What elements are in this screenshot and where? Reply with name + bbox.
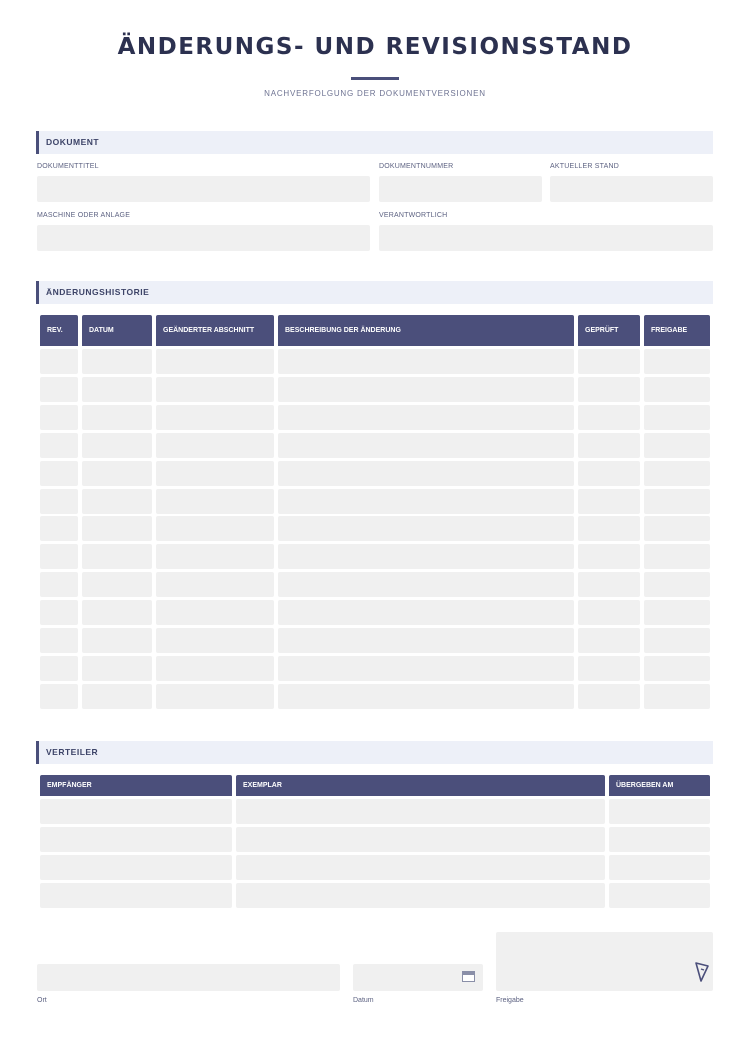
distribution-cell-exemplar[interactable] bbox=[236, 883, 605, 908]
history-cell-geprueft[interactable] bbox=[578, 461, 640, 486]
history-cell-geprueft[interactable] bbox=[578, 684, 640, 709]
calendar-icon[interactable] bbox=[462, 971, 475, 982]
col-header-uebergeben: ÜBERGEBEN AM bbox=[609, 775, 710, 796]
datum-label: Datum bbox=[353, 997, 374, 1004]
history-cell-beschreibung[interactable] bbox=[278, 516, 574, 541]
history-cell-freigabe[interactable] bbox=[644, 349, 710, 374]
history-cell-datum[interactable] bbox=[82, 628, 152, 653]
history-cell-beschreibung[interactable] bbox=[278, 489, 574, 514]
verantwortlich-label: VERANTWORTLICH bbox=[379, 212, 448, 219]
title-divider bbox=[351, 77, 399, 80]
history-cell-datum[interactable] bbox=[82, 433, 152, 458]
history-cell-abschnitt[interactable] bbox=[156, 377, 274, 402]
history-cell-geprueft[interactable] bbox=[578, 349, 640, 374]
history-cell-rev[interactable] bbox=[40, 656, 78, 681]
dokumentnummer-field[interactable] bbox=[379, 176, 542, 202]
history-cell-datum[interactable] bbox=[82, 349, 152, 374]
section-historie bbox=[36, 281, 713, 304]
aktueller-stand-field[interactable] bbox=[550, 176, 713, 202]
col-header-datum: DATUM bbox=[82, 315, 152, 346]
col-header-exemplar: EXEMPLAR bbox=[236, 775, 605, 796]
col-header-rev: REV. bbox=[40, 315, 78, 346]
history-cell-freigabe[interactable] bbox=[644, 628, 710, 653]
history-cell-beschreibung[interactable] bbox=[278, 544, 574, 569]
section-dokument bbox=[36, 131, 713, 154]
freigabe-signature-field[interactable] bbox=[496, 932, 713, 991]
dokumentnummer-label: DOKUMENTNUMMER bbox=[379, 163, 454, 170]
history-cell-abschnitt[interactable] bbox=[156, 544, 274, 569]
history-cell-rev[interactable] bbox=[40, 489, 78, 514]
history-cell-geprueft[interactable] bbox=[578, 433, 640, 458]
history-cell-abschnitt[interactable] bbox=[156, 489, 274, 514]
distribution-cell-uebergeben[interactable] bbox=[609, 855, 710, 880]
history-cell-beschreibung[interactable] bbox=[278, 377, 574, 402]
distribution-cell-exemplar[interactable] bbox=[236, 827, 605, 852]
history-cell-geprueft[interactable] bbox=[578, 656, 640, 681]
history-cell-datum[interactable] bbox=[82, 572, 152, 597]
history-cell-geprueft[interactable] bbox=[578, 600, 640, 625]
history-cell-geprueft[interactable] bbox=[578, 489, 640, 514]
history-cell-datum[interactable] bbox=[82, 405, 152, 430]
history-cell-beschreibung[interactable] bbox=[278, 656, 574, 681]
distribution-cell-exemplar[interactable] bbox=[236, 855, 605, 880]
history-cell-abschnitt[interactable] bbox=[156, 461, 274, 486]
history-cell-abschnitt[interactable] bbox=[156, 656, 274, 681]
pen-icon bbox=[694, 961, 710, 983]
history-cell-freigabe[interactable] bbox=[644, 684, 710, 709]
history-cell-datum[interactable] bbox=[82, 377, 152, 402]
ort-field[interactable] bbox=[37, 964, 340, 991]
history-cell-datum[interactable] bbox=[82, 600, 152, 625]
verantwortlich-field[interactable] bbox=[379, 225, 713, 251]
history-cell-abschnitt[interactable] bbox=[156, 684, 274, 709]
history-cell-rev[interactable] bbox=[40, 572, 78, 597]
history-cell-freigabe[interactable] bbox=[644, 516, 710, 541]
history-cell-datum[interactable] bbox=[82, 489, 152, 514]
history-cell-rev[interactable] bbox=[40, 349, 78, 374]
section-verteiler-title: VERTEILER bbox=[46, 747, 99, 757]
history-cell-rev[interactable] bbox=[40, 405, 78, 430]
history-cell-datum[interactable] bbox=[82, 516, 152, 541]
history-cell-abschnitt[interactable] bbox=[156, 405, 274, 430]
distribution-cell-empfaenger[interactable] bbox=[40, 883, 232, 908]
history-cell-abschnitt[interactable] bbox=[156, 516, 274, 541]
history-cell-beschreibung[interactable] bbox=[278, 461, 574, 486]
history-cell-abschnitt[interactable] bbox=[156, 433, 274, 458]
maschine-label: MASCHINE ODER ANLAGE bbox=[37, 212, 131, 219]
history-cell-geprueft[interactable] bbox=[578, 377, 640, 402]
distribution-cell-uebergeben[interactable] bbox=[609, 799, 710, 824]
history-cell-geprueft[interactable] bbox=[578, 572, 640, 597]
col-header-geprueft: GEPRÜFT bbox=[578, 315, 640, 346]
history-cell-rev[interactable] bbox=[40, 377, 78, 402]
col-header-empfaenger: EMPFÄNGER bbox=[40, 775, 232, 796]
history-cell-geprueft[interactable] bbox=[578, 516, 640, 541]
maschine-field[interactable] bbox=[37, 225, 370, 251]
history-cell-freigabe[interactable] bbox=[644, 544, 710, 569]
col-header-beschreibung: BESCHREIBUNG DER ÄNDERUNG bbox=[278, 315, 574, 346]
history-cell-datum[interactable] bbox=[82, 461, 152, 486]
section-verteiler bbox=[36, 741, 713, 764]
history-cell-freigabe[interactable] bbox=[644, 461, 710, 486]
history-cell-rev[interactable] bbox=[40, 600, 78, 625]
history-cell-freigabe[interactable] bbox=[644, 656, 710, 681]
history-cell-rev[interactable] bbox=[40, 433, 78, 458]
history-cell-abschnitt[interactable] bbox=[156, 349, 274, 374]
history-cell-freigabe[interactable] bbox=[644, 433, 710, 458]
section-historie-title: ÄNDERUNGSHISTORIE bbox=[46, 287, 150, 297]
distribution-cell-empfaenger[interactable] bbox=[40, 799, 232, 824]
history-cell-beschreibung[interactable] bbox=[278, 572, 574, 597]
distribution-cell-empfaenger[interactable] bbox=[40, 855, 232, 880]
history-cell-abschnitt[interactable] bbox=[156, 572, 274, 597]
history-cell-freigabe[interactable] bbox=[644, 572, 710, 597]
history-cell-freigabe[interactable] bbox=[644, 377, 710, 402]
history-cell-beschreibung[interactable] bbox=[278, 349, 574, 374]
history-cell-rev[interactable] bbox=[40, 461, 78, 486]
history-cell-rev[interactable] bbox=[40, 684, 78, 709]
aktueller-stand-label: AKTUELLER STAND bbox=[550, 163, 619, 170]
history-cell-geprueft[interactable] bbox=[578, 544, 640, 569]
dokumenttitel-field[interactable] bbox=[37, 176, 370, 202]
history-cell-abschnitt[interactable] bbox=[156, 600, 274, 625]
history-cell-beschreibung[interactable] bbox=[278, 600, 574, 625]
col-header-freigabe: FREIGABE bbox=[644, 315, 710, 346]
history-cell-beschreibung[interactable] bbox=[278, 628, 574, 653]
history-cell-beschreibung[interactable] bbox=[278, 405, 574, 430]
distribution-cell-uebergeben[interactable] bbox=[609, 883, 710, 908]
history-cell-geprueft[interactable] bbox=[578, 405, 640, 430]
distribution-cell-uebergeben[interactable] bbox=[609, 827, 710, 852]
dokumenttitel-label: DOKUMENTTITEL bbox=[37, 163, 99, 170]
history-cell-freigabe[interactable] bbox=[644, 600, 710, 625]
section-dokument-title: DOKUMENT bbox=[46, 137, 100, 147]
history-cell-rev[interactable] bbox=[40, 516, 78, 541]
page-title: ÄNDERUNGS- UND REVISIONSSTAND bbox=[117, 34, 633, 60]
history-cell-beschreibung[interactable] bbox=[278, 433, 574, 458]
distribution-cell-empfaenger[interactable] bbox=[40, 827, 232, 852]
history-cell-geprueft[interactable] bbox=[578, 628, 640, 653]
page-subtitle: NACHVERFOLGUNG DER DOKUMENTVERSIONEN bbox=[264, 89, 486, 98]
history-cell-datum[interactable] bbox=[82, 684, 152, 709]
distribution-cell-exemplar[interactable] bbox=[236, 799, 605, 824]
freigabe-label: Freigabe bbox=[496, 997, 524, 1004]
history-cell-rev[interactable] bbox=[40, 544, 78, 569]
history-cell-freigabe[interactable] bbox=[644, 405, 710, 430]
history-cell-abschnitt[interactable] bbox=[156, 628, 274, 653]
history-cell-datum[interactable] bbox=[82, 656, 152, 681]
ort-label: Ort bbox=[37, 997, 47, 1004]
history-cell-rev[interactable] bbox=[40, 628, 78, 653]
history-cell-beschreibung[interactable] bbox=[278, 684, 574, 709]
col-header-abschnitt: GEÄNDERTER ABSCHNITT bbox=[156, 315, 274, 346]
history-cell-freigabe[interactable] bbox=[644, 489, 710, 514]
history-cell-datum[interactable] bbox=[82, 544, 152, 569]
